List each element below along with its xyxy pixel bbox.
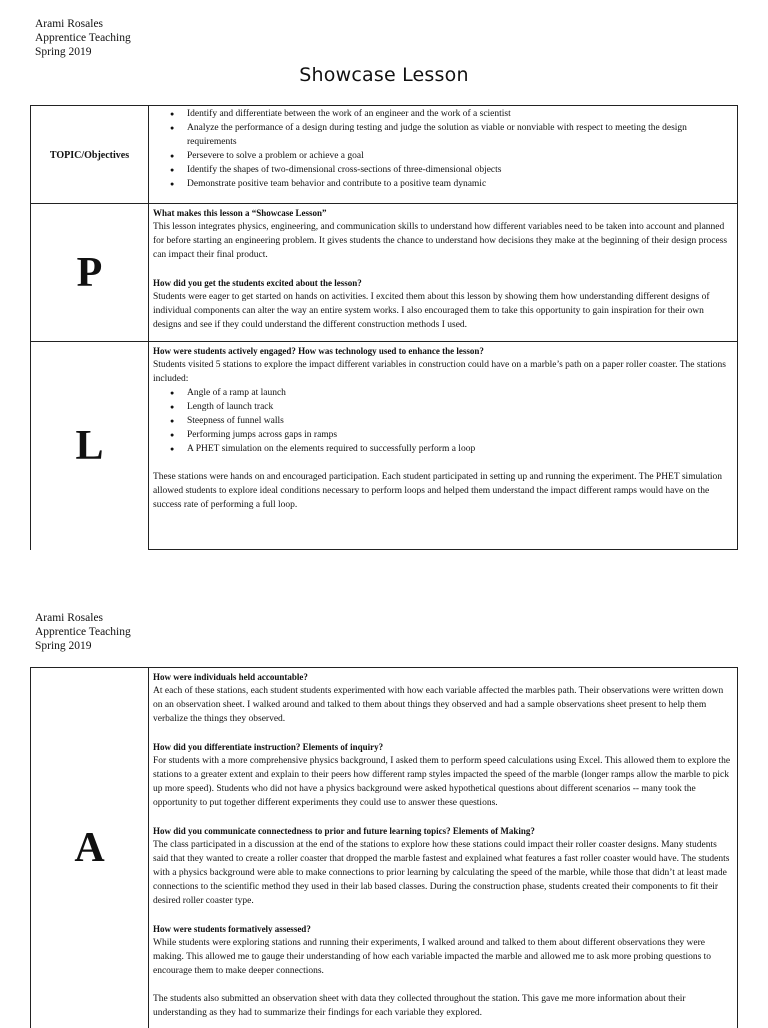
objectives-cell [148,106,738,204]
p-content-cell [148,204,738,342]
list-item: ● Performing jumps across gaps in ramps [187,428,732,442]
author-name: Arami Rosales [35,18,104,30]
answer-text: This lesson integrates physics, engineering, and communication skills to understand how different variables need to be taken into account and planned for before starting an engineering problem. It gives students the chance to understand how decisions they make at the beginning of their design process can impact their final product. [153,222,728,260]
question-heading: How did you communicate connectedness to prior and future learning topics? Elements of Making? [153,826,535,836]
question-heading: How were students actively engaged? How was technology used to enhance the lesson? [153,346,484,356]
list-item: ● Length of launch track [187,400,732,414]
list-item: ● Analyze the performance of a design during testing and judge the solution as viable or nonviable with respect to meeting the design requirements [187,121,732,149]
a-content-cell [148,668,738,1028]
term: Spring 2019 [35,640,92,652]
objectives-list [153,107,732,191]
list-item: ● Steepness of funnel walls [187,414,732,428]
question-heading: How were students formatively assessed? [153,924,311,934]
answer-text: Students were eager to get started on hands on activities. I excited them about this lesson by showing them how understanding different designs of individual components can alter the way an entire system works. I also encouraged them to take this opportunity to gain inspiration for their own designs and see if they could understand the different construction methods I used. [153,292,710,330]
answer-text: While students were exploring stations and running their experiments, I walked around and talked to them about different observations they were making. This allowed me to gauge their understanding of how each variable impacted the marble and allowed me to ask more probing questions to encourage them to make deeper connections. [153,938,712,976]
answer-text: Students visited 5 stations to explore the impact different variables in construction could have on a marble’s path on a paper roller coaster. The stations included: [153,360,726,384]
answer-text: These stations were hands on and encouraged participation. Each student participated in setting up and running the experiment. The PHET simulation allowed students to explore ideal conditions necessary to perform loops and helped them understand the impact different ramps would have on the success rate of performing a full loop. [153,472,722,510]
term: Spring 2019 [35,46,92,58]
topic-label: TOPIC/Objectives [49,149,130,161]
topic-row [30,105,738,204]
question-heading: How did you get the students excited about the lesson? [153,278,362,288]
answer-text: At each of these stations, each student students experimented with how each variable affected the marbles path. Their observations were written down on an observation sheet. I walked around and talked to them about things they observed and had a sample observations sheet present to help them verbalize the things they observed. [153,686,724,724]
p-letter-cell [30,204,148,342]
section-letter-p: P [76,250,103,296]
program-name: Apprentice Teaching [35,626,131,638]
a-letter-cell [30,668,148,1028]
question-heading: What makes this lesson a “Showcase Lesson” [153,208,327,218]
l-row [30,341,738,550]
list-item: ● Identify and differentiate between the work of an engineer and the work of a scientist [187,107,732,121]
question-heading: How were individuals held accountable? [153,672,308,682]
list-item: ● Identify the shapes of two-dimensional cross-sections of three-dimensional objects [187,163,732,177]
list-item: ● Angle of a ramp at launch [187,386,732,400]
author-name: Arami Rosales [35,612,104,624]
author-header-page2 [35,611,131,653]
list-item: ● A PHET simulation on the elements required to successfully perform a loop [187,442,732,456]
stations-list [153,386,732,456]
l-content-cell [148,342,738,550]
answer-text: For students with a more comprehensive physics background, I asked them to perform speed calculations using Excel. This allowed them to explore the stations to a greater extent and explain to their peers how different ramp styles impacted the speed of the marble (longer ramps allow the marble to pick up more speed). Students who did not have a physics background were asked hypothetical questions about different scenarios -- many took the opportunity to put together different experiments they could use to answer these questions. [153,756,731,808]
section-letter-a: A [74,825,105,871]
answer-text: The students also submitted an observation sheet with data they collected throughout the station. This gave me more information about their understanding as they had to summarize their findings for each variable they explored. [153,994,686,1018]
list-item: ● Persevere to solve a problem or achieve a goal [187,149,732,163]
list-item: ● Demonstrate positive team behavior and contribute to a positive team dynamic [187,177,732,191]
section-letter-l: L [75,423,104,469]
question-heading: How did you differentiate instruction? Elements of inquiry? [153,742,384,752]
topic-label-cell [30,106,148,204]
p-row [30,203,738,342]
lesson-table-page1 [30,105,738,551]
author-header [35,17,131,59]
page-title: Showcase Lesson [299,64,469,86]
answer-text: The class participated in a discussion at the end of the stations to explore how these stations could impact their roller coaster designs. Many students said that they wanted to create a roller coaster that dropped the marble fastest and explained what features a fast roller coaster would have. The students with a physics background were able to make connections to prior learning by calculating the speed of the marble, while those that didn’t at least made connections to the scientific method they used in their lab based classes. During the construction phase, students created their components to fit their desired roller coaster type. [153,840,730,906]
a-row [30,667,738,1028]
lesson-table-page2 [30,667,738,1024]
l-letter-cell [30,342,148,550]
program-name: Apprentice Teaching [35,32,131,44]
